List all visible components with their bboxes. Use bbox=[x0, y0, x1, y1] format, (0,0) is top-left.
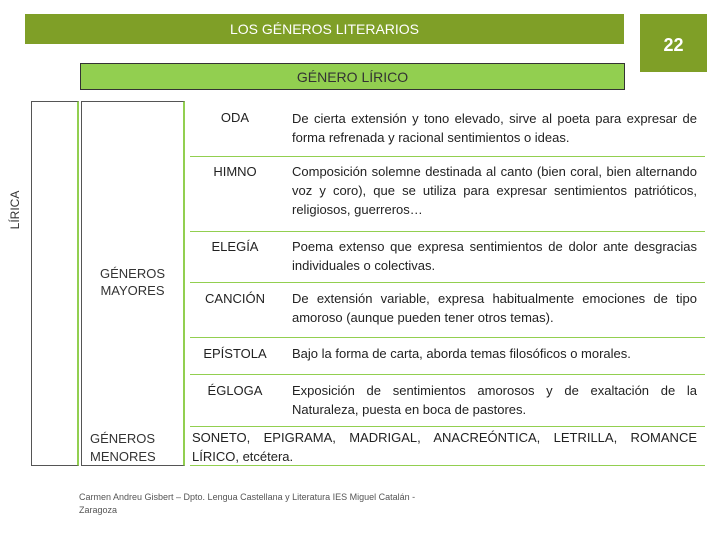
genre-description: Poema extenso que expresa sentimientos de dolor ante desgracias individuales o colectivas. bbox=[292, 239, 697, 273]
genre-name: ELEGÍA bbox=[211, 239, 259, 254]
generos-menores-label: GÉNEROS MENORES bbox=[90, 431, 156, 464]
genre-description: Exposición de sentimientos amorosos y de exaltación de la Naturaleza, puesta en boca de pastores. bbox=[292, 383, 697, 417]
genre-name: ODA bbox=[220, 110, 250, 125]
genre-row-cancion bbox=[190, 283, 705, 338]
genre-description: Composición solemne destinada al canto (bien coral, bien alternando voz y coro), que se utiliza para expresar sentimientos patrióticos, religiosos, guerreros… bbox=[292, 164, 697, 217]
generos-mayores-label: GÉNEROS MAYORES bbox=[99, 266, 165, 298]
genre-row-epistola bbox=[190, 338, 705, 375]
footer-credit: Carmen Andreu Gisbert – Dpto. Lengua Castellana y Literatura IES Miguel Catalán - Zaragoza bbox=[79, 492, 416, 515]
genre-name: HIMNO bbox=[213, 164, 257, 179]
generos-column bbox=[81, 101, 185, 466]
lirica-column bbox=[31, 101, 79, 466]
genre-row-himno bbox=[190, 157, 705, 232]
genre-name: CANCIÓN bbox=[205, 291, 265, 306]
generos-menores-row bbox=[190, 427, 705, 466]
slide-title: LOS GÉNEROS LITERARIOS bbox=[25, 14, 624, 44]
section-title: GÉNERO LÍRICO bbox=[80, 63, 625, 90]
genre-name: EPÍSTOLA bbox=[203, 346, 267, 361]
genre-name: ÉGLOGA bbox=[207, 383, 263, 398]
genre-description: De cierta extensión y tono elevado, sirve al poeta para expresar de forma refrenada y racional sentimientos o ideas. bbox=[292, 111, 697, 145]
generos-menores-list: SONETO, EPIGRAMA, MADRIGAL, ANACREÓNTICA, LETRILLA, ROMANCE LÍRICO, etcétera. bbox=[192, 430, 697, 464]
lirica-label: LÍRICA bbox=[8, 190, 22, 230]
genre-row-elegia bbox=[190, 232, 705, 283]
genre-description: De extensión variable, expresa habitualmente emociones de tipo amoroso (aunque pueden tener otros temas). bbox=[292, 291, 697, 325]
genre-description: Bajo la forma de carta, aborda temas filosóficos o morales. bbox=[292, 346, 631, 361]
page-number-badge: 22 bbox=[640, 14, 707, 72]
genre-row-oda bbox=[190, 101, 705, 157]
genre-row-egloga bbox=[190, 375, 705, 427]
